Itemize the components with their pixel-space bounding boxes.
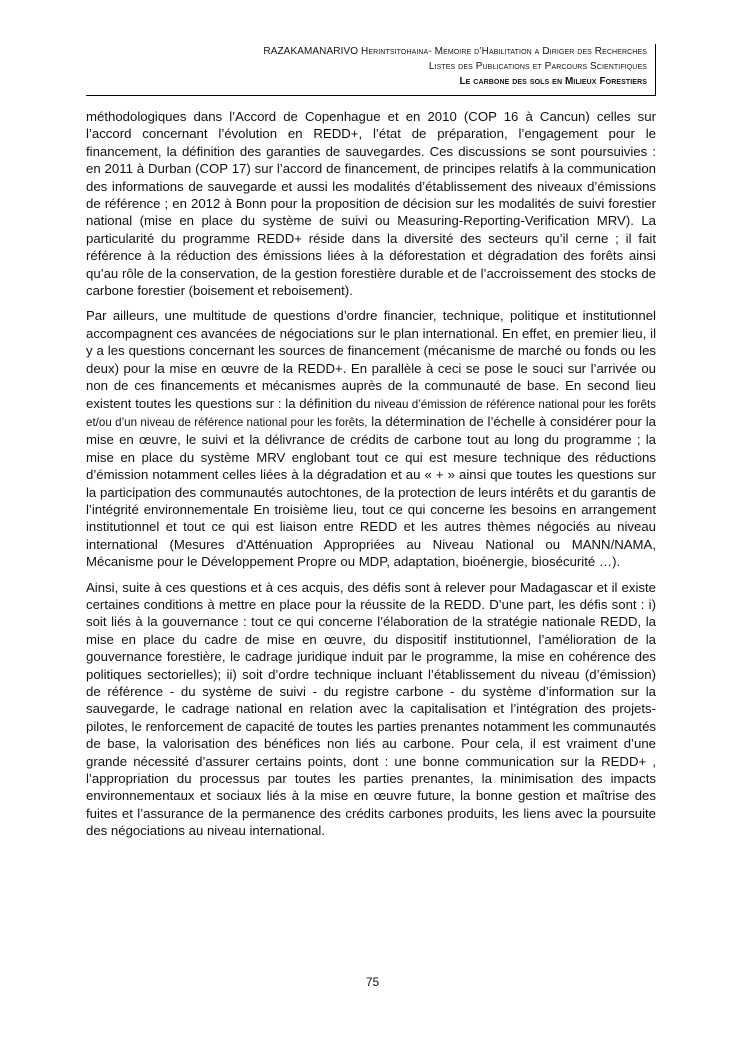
paragraph-1: méthodologiques dans l’Accord de Copenhague et en 2010 (COP 16 à Cancun) celles sur l’accord concernant l’évolution en REDD+, l’état de préparation, l’engagement pour le financement, la définition des garanties de sauvegardes. Ces discussions se sont poursuivies : en 2011 à Durban (COP 17) sur l’accord de financement, de principes relatifs à la communication des informations de sauvegarde et aussi les modalités d’établissement des niveaux d’émissions de référence ; en 2012 à Bonn pour la proposition de décision sur les modalités de suivi forestier national (mise en place du système de suivi ou Measuring-Reporting-Verification MRV). La particularité du programme REDD+ réside dans la diversité des secteurs qu’il cerne ; il fait référence à la réduction des émissions liées à la déforestation et dégradation des forêts ainsi qu’au rôle de la conservation, de la gestion forestière durable et de l’accroissement des stocks de carbone forestier (boisement et reboisement). [86,109,656,299]
paragraph-2 [86,307,656,570]
paragraph-3: Ainsi, suite à ces questions et à ces acquis, des défis sont à relever pour Madagascar et il existe certaines conditions à mettre en place pour la réussite de la REDD. D’une part, les défis sont : i) soit liés à la gouvernance : tout ce qui concerne l’élaboration de la stratégie nationale REDD, la mise en place du cadre de mise en œuvre, du dispositif institutionnel, l’amélioration de la gouvernance forestière, le cadrage juridique induit par le programme, la mise en cohérence des politiques sectorielles); ii) soit d’ordre technique incluant l’établissement du niveau (d’émission) de référence - du système de suivi - du registre carbone - du système d’information sur la sauvegarde, le cadrage national en relation avec la capitalisation et l’intégration des projets-pilotes, le renforcement de capacité de toutes les parties prenantes notamment les communautés de base, la valorisation des bénéfices non liés au carbone. Pour cela, il est vraiment d’une grande nécessité d’assurer certains points, dont : une bonne communication sur la REDD+ , l’appropriation du processus par toutes les parties prenantes, la minimisation des impacts environnementaux et sociaux liés à la mise en œuvre future, la bonne gestion et maîtrise des fuites et l’assurance de la permanence des crédits carbones produits, les liens avec la poursuite des négociations au niveau international. [86,579,656,839]
paragraph-2-small-text: niveau d’émission de référence national pour les forêts et/ou d’un niveau de référence national pour les forêts, [86,397,656,429]
paragraph-2-part-a: Par ailleurs, une multitude de questions d’ordre financier, technique, politique et institutionnel accompagnent ces avancées de négociations sur le plan international. En effet, en premier lieu, il y a les questions concernant les sources de financement (mécanisme de marché ou fonds ou les deux) pour la mise en œuvre de la REDD+. En parallèle à ceci se pose le souci sur l’arrivée ou non de ces financements et mécanismes auprès de la communauté de base. En second lieu existent toutes les questions sur : la définition du [86,308,656,411]
header-chapter-line: Le carbone des sols en Milieux Forestiers [459,76,647,87]
running-header [86,44,656,96]
page-number: 75 [365,975,380,989]
body-text [86,108,656,848]
header-section-line: Listes des Publications et Parcours Scientifiques [428,61,647,72]
paragraph-2-part-b: la détermination de l’échelle à considérer pour la mise en œuvre, le suivi et la délivrance de crédits de carbone tout au long du programme ; la mise en place du système MRV englobant tout ce qui est mesure technique des réductions d’émission notamment celles liées à la dégradation et au « + » ainsi que toutes les questions sur la participation des communautés autochtones, de la protection de leurs intérêts et du garantis de l’intégrité environnementale En troisième lieu, tout ce qui concerne les besoins en arrangement institutionnel et tout ce qui est liaison entre REDD et les autres thèmes négociés au niveau international (Mesures d'Atténuation Appropriées au Niveau National ou MANN/NAMA, Mécanisme pour le Développement Propre ou MDP, adaptation, bioénergie, biosécurité …). [86,413,656,570]
header-author-line: RAZAKAMANARIVO Herintsitohaina- Memoire d’Habilitation a Diriger des Recherches [263,46,647,57]
